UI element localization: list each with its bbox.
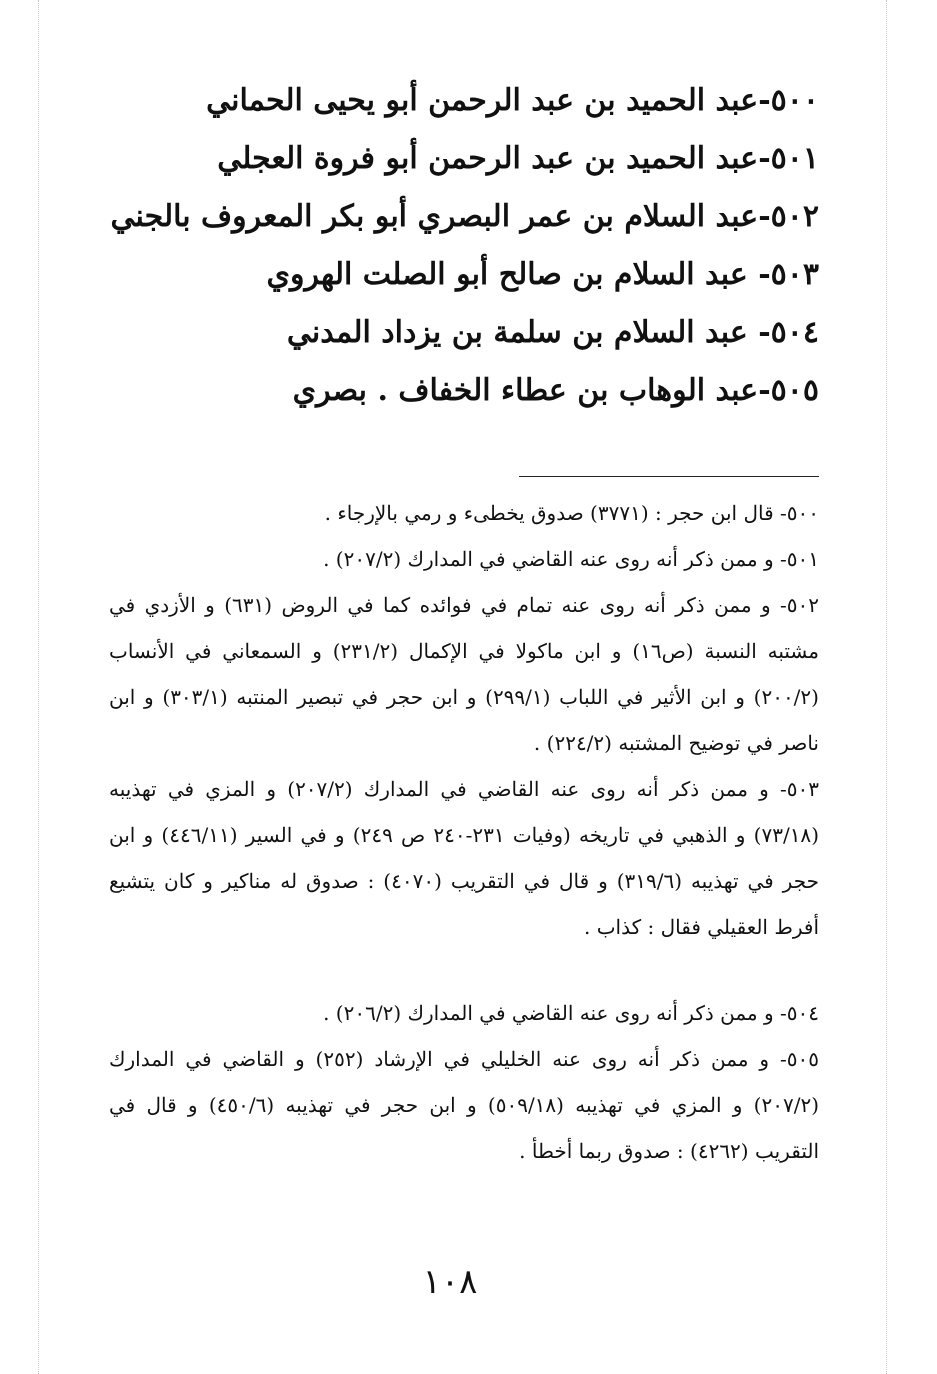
footnote-502: ٥٠٢- و ممن ذكر أنه روى عنه تمام في فوائده كما في الروض (٦٣١) و الأزدي في مشتبه النسبة (ص١٦) و ابن ماكولا في الإكمال (٢٣١/٢) و السمعاني في الأنساب (٢٠٠/٢) و ابن الأثير في اللباب (٢٩٩/١) و ابن حجر في تبصير المنتبه (٣٠٣/١) و ابن ناصر في توضيح المشتبه (٢٢٤/٢) . (109, 593, 819, 755)
footnote-503: ٥٠٣- و ممن ذكر أنه روى عنه القاضي في المدارك (٢٠٧/٢) و المزي في تهذيبه (٧٣/١٨) و الذهبي في تاريخه (وفيات ٢٣١-٢٤٠ ص ٢٤٩) و في السير (٤٤٦/١١) و ابن حجر في تهذيبه (٣١٩/٦) و قال في التقريب (٤٠٧٠) : صدوق له مناكير و كان يتشيع أفرط العقيلي فقال : كذاب . (109, 777, 819, 939)
entry-503: ٥٠٣- عبد السلام بن صالح أبو الصلت الهروي (266, 257, 819, 292)
footnote-501: ٥٠١- و ممن ذكر أنه روى عنه القاضي في المدارك (٢٠٧/٢) . (323, 547, 819, 571)
entry-504: ٥٠٤- عبد السلام بن سلمة بن يزداد المدني (286, 315, 819, 350)
entry-502: ٥٠٢-عبد السلام بن عمر البصري أبو بكر المعروف بالجني (110, 199, 819, 234)
page-number: ١٠٨ (422, 1262, 478, 1302)
footnote-500: ٥٠٠- قال ابن حجر : (٣٧٧١) صدوق يخطىء و رمي بالإرجاء . (324, 501, 819, 525)
footnote-505: ٥٠٥- و ممن ذكر أنه روى عنه الخليلي في الإرشاد (٢٥٢) و القاضي في المدارك (٢٠٧/٢) و المزي في تهذيبه (٥٠٩/١٨) و ابن حجر في تهذيبه (٤٥٠/٦) و قال في التقريب (٤٢٦٢) : صدوق ربما أخطأ . (109, 1047, 820, 1163)
footnote-separator (519, 476, 819, 477)
left-margin-guide (38, 0, 39, 1374)
footnote-504: ٥٠٤- و ممن ذكر أنه روى عنه القاضي في المدارك (٢٠٦/٢) . (323, 1001, 819, 1025)
entry-500: ٥٠٠-عبد الحميد بن عبد الرحمن أبو يحيى الحماني (206, 83, 819, 118)
entry-501: ٥٠١-عبد الحميد بن عبد الرحمن أبو فروة العجلي (217, 141, 819, 176)
right-margin-guide (886, 0, 887, 1374)
footnotes (109, 490, 819, 1174)
entry-list (99, 72, 819, 420)
entry-505: ٥٠٥-عبد الوهاب بن عطاء الخفاف . بصري (292, 373, 819, 408)
